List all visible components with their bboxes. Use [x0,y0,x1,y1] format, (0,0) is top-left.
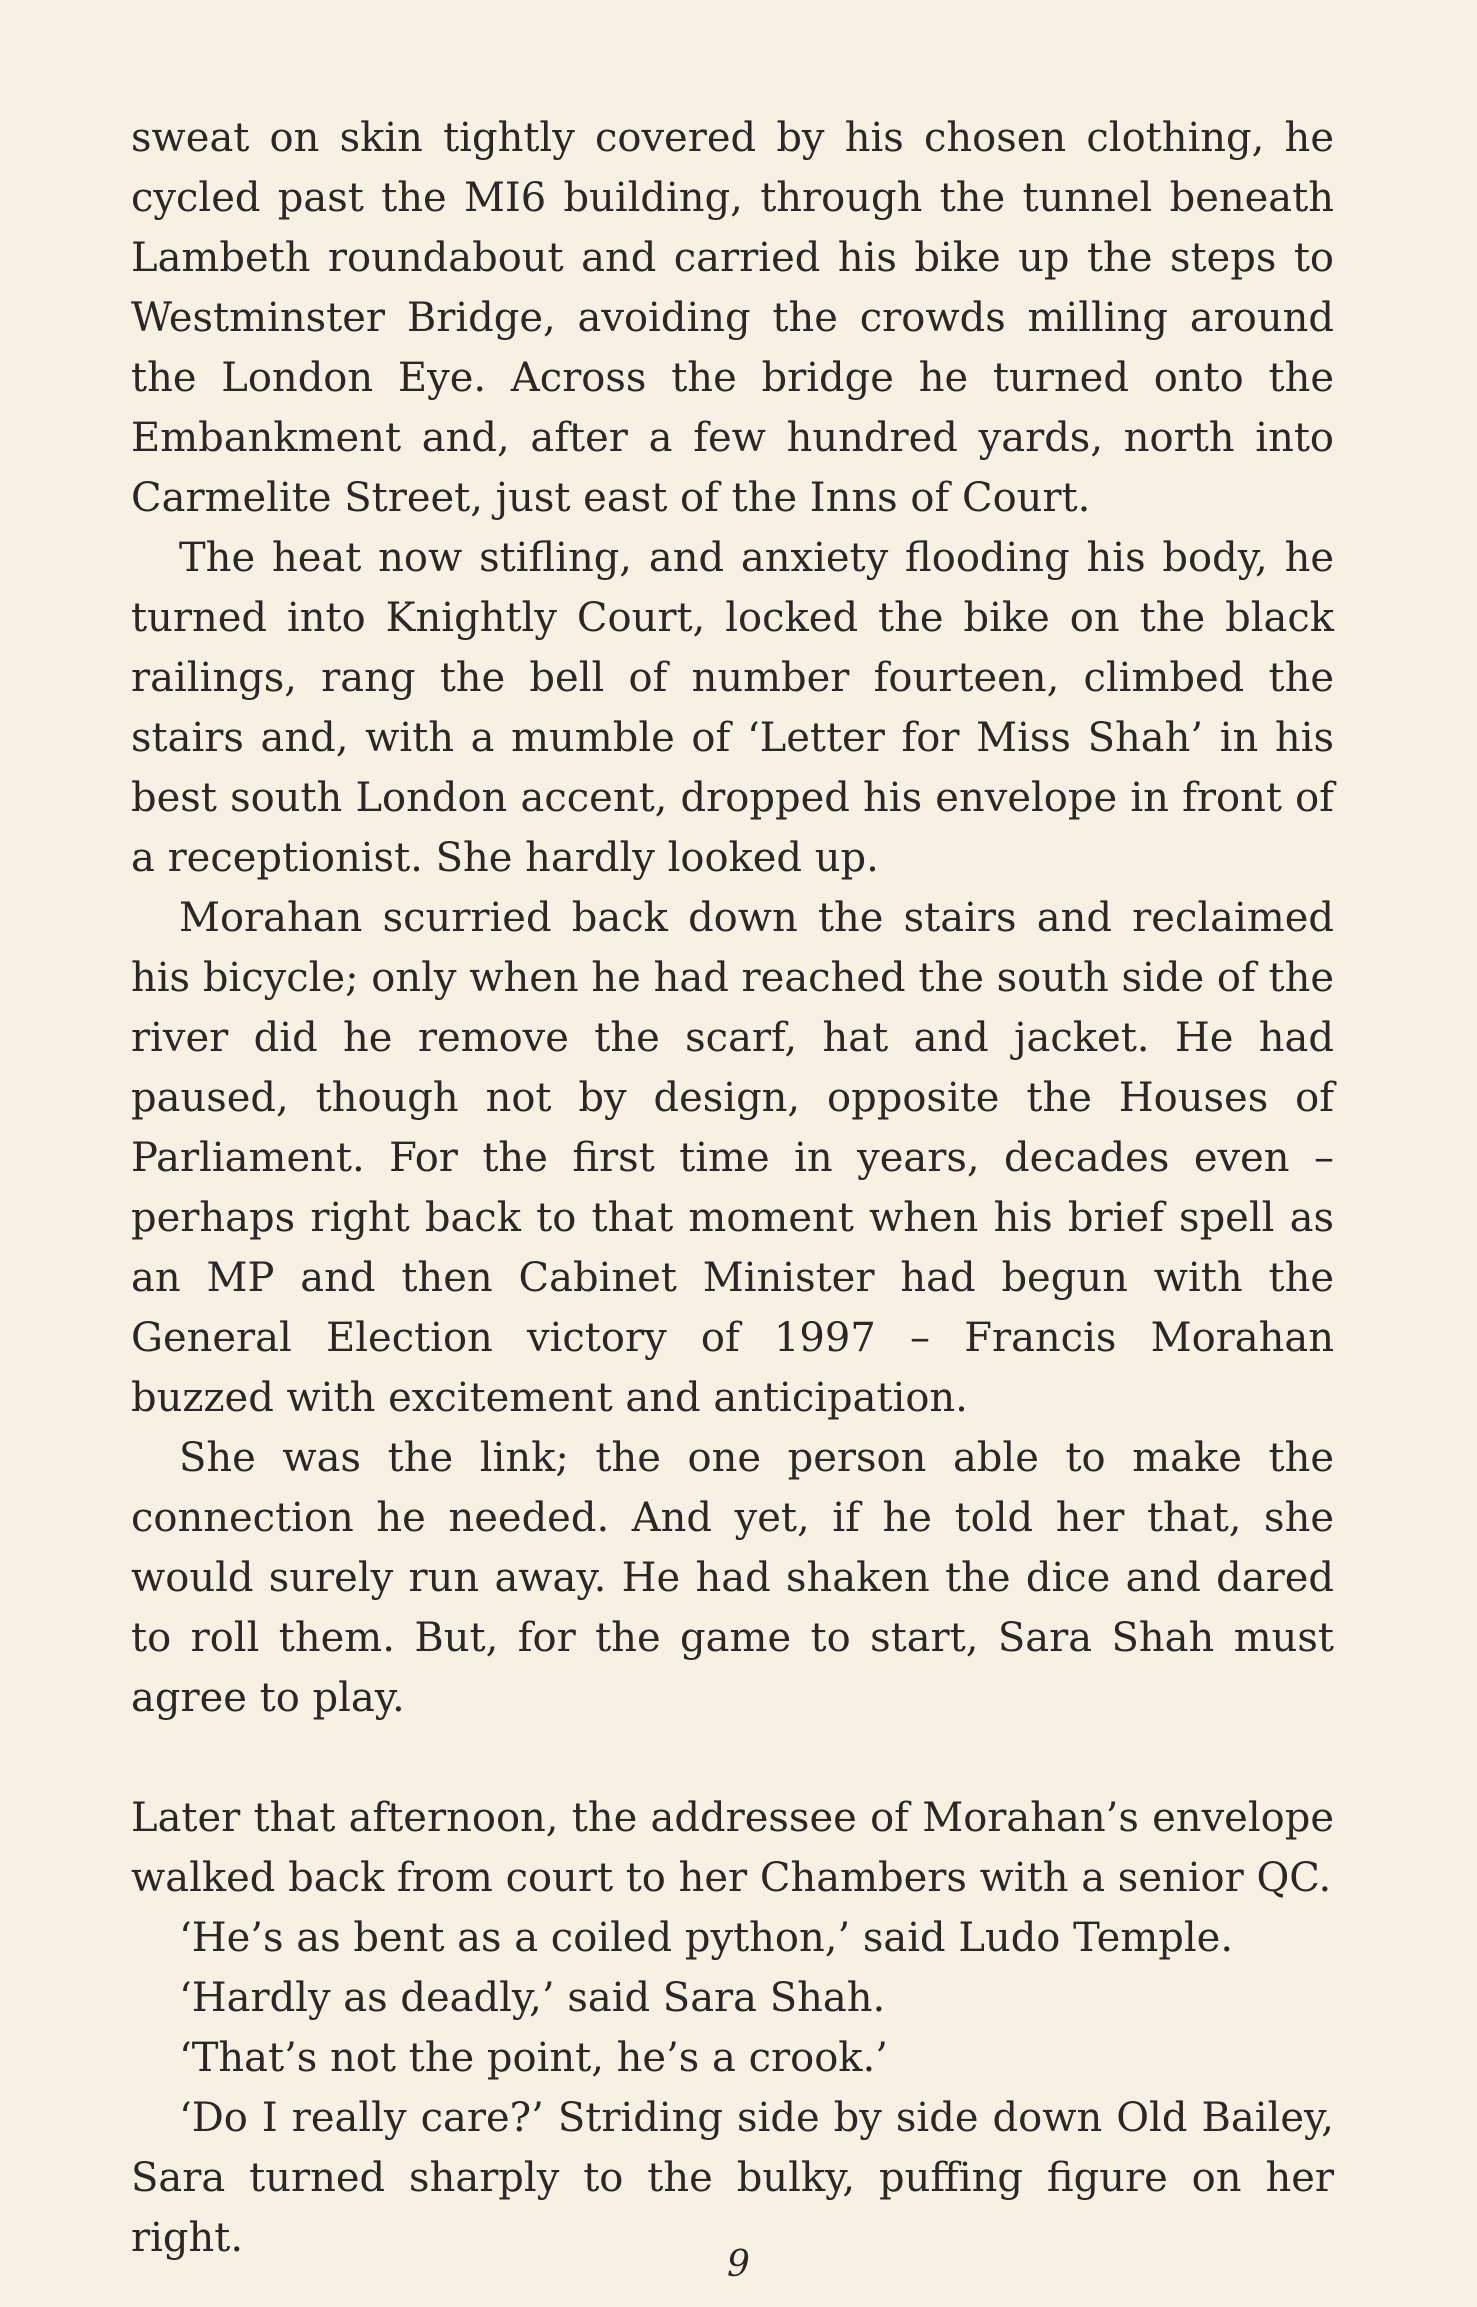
paragraph-4: She was the link; the one person able to make the connection he needed. And yet, if he told her that, she would surely run away. He had shaken the dice and dared to roll them. But, for the game to start, Sara Shah must agree to play. [131,1435,1334,1721]
body-text [131,108,1334,2268]
dialogue-line-2: ‘Hardly as deadly,’ said Sara Shah. [179,1975,886,2021]
paragraph-5: Later that afternoon, the addressee of Morahan’s envelope walked back from court to her Chambers with a senior QC. [131,1795,1334,1901]
dialogue-line-4: ‘Do I really care?’ Striding side by side down Old Bailey, Sara turned sharply to the bulky, puffing figure on her right. [131,2095,1334,2261]
dialogue-line-3: ‘That’s not the point, he’s a crook.’ [179,2035,888,2081]
paragraph-1: sweat on skin tightly covered by his chosen clothing, he cycled past the MI6 building, through the tunnel beneath Lambeth roundabout and carried his bike up the steps to Westminster Bridge, avoiding the crowds milling around the London Eye. Across the bridge he turned onto the Embankment and, after a few hundred yards, north into Carmelite Street, just east of the Inns of Court. [131,115,1334,521]
paragraph-2: The heat now stifling, and anxiety flooding his body, he turned into Knightly Court, locked the bike on the black railings, rang the bell of number fourteen, climbed the stairs and, with a mumble of ‘Letter for Miss Shah’ in his best south London accent, dropped his envelope in front of a receptionist. She hardly looked up. [131,535,1334,881]
dialogue-line-1: ‘He’s as bent as a coiled python,’ said Ludo Temple. [179,1915,1234,1961]
paragraph-3: Morahan scurried back down the stairs and reclaimed his bicycle; only when he had reached the south side of the river did he remove the scarf, hat and jacket. He had paused, though not by design, opposite the Houses of Parliament. For the first time in years, decades even – perhaps right back to that moment when his brief spell as an MP and then Cabinet Minister had begun with the General Election victory of 1997 – Francis Morahan buzzed with excitement and anticipation. [131,895,1334,1421]
page-number: 9 [727,2244,750,2285]
